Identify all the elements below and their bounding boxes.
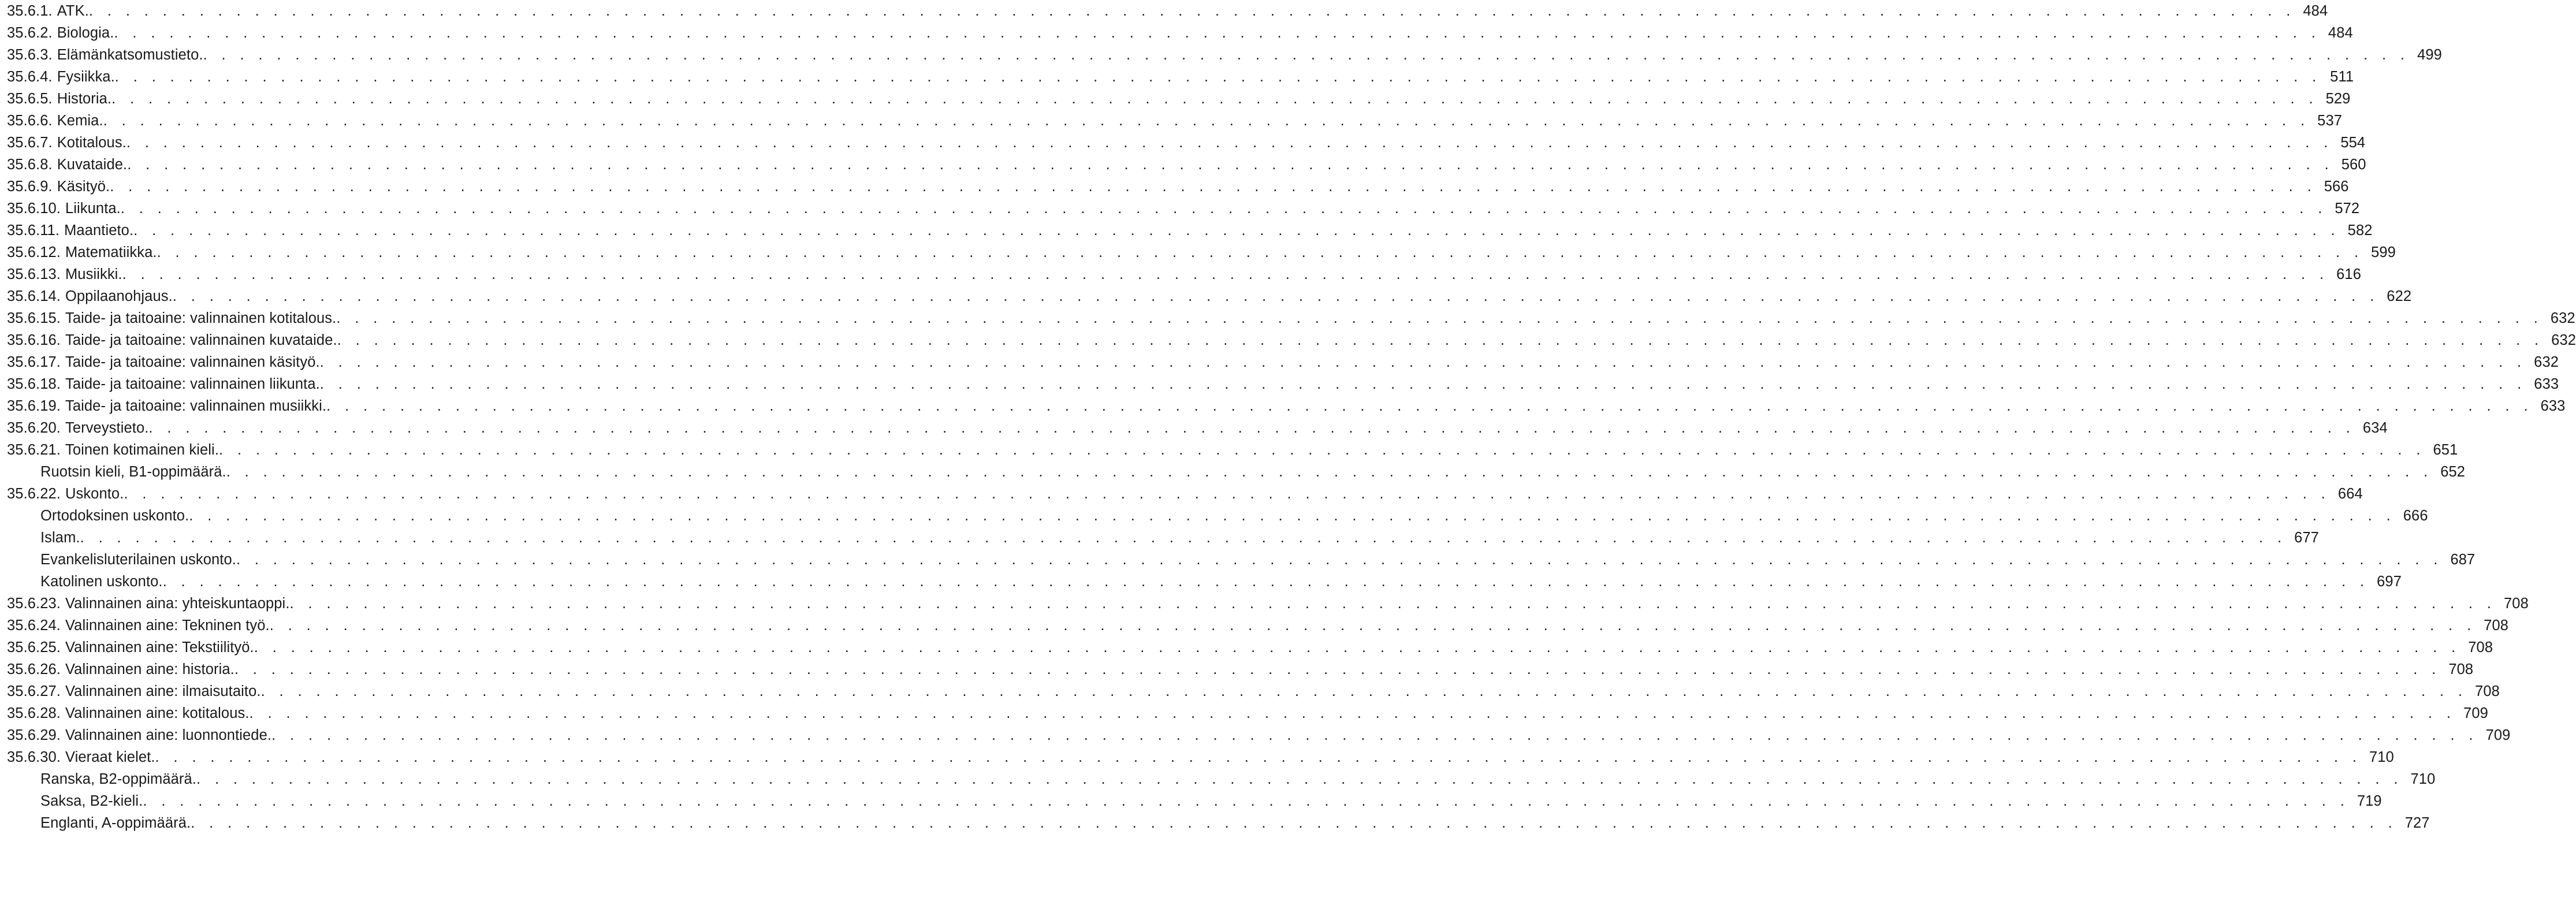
toc-entry-page-number: 708 xyxy=(2475,683,2500,699)
toc-entry-number: 35.6.13. xyxy=(7,266,61,282)
toc-entry[interactable] xyxy=(7,724,2511,746)
toc-entry-page-number: 664 xyxy=(2337,486,2363,502)
toc-entry[interactable] xyxy=(7,307,2575,329)
toc-entry-page-number: 632 xyxy=(2551,332,2576,348)
toc-entry-page-number: 582 xyxy=(2347,222,2373,239)
toc-entry-page-number: 537 xyxy=(2317,113,2343,129)
dot-leader: . . . . . . . . . . . . . . . . . . . . . . . . . . . . . . . . . . . . . . . . . . . . . . . . . . . . . . . . . . . . . . . . . . . . . . . . . . . . . . . . . . . . . . . . . . . . . . . . . . . . . . . . . . . . . . . . . . . . . . . . xyxy=(148,420,2355,436)
toc-entry-title: Valinnainen aine: Tekstiilityö. xyxy=(65,639,254,656)
dot-leader: . . . . . . . . . . . . . . . . . . . . . . . . . . . . . . . . . . . . . . . . . . . . . . . . . . . . . . . . . . . . . . . . . . . . . . . . . . . . . . . . . . . . . . . . . . . . . . . . . . . . . . . . . . . . . . . . . . . . . . . . xyxy=(143,793,2350,809)
toc-entry-title: Terveystieto. xyxy=(65,420,149,436)
toc-entry-number: 35.6.30. xyxy=(7,749,61,765)
toc-entry-page-number: 566 xyxy=(2324,178,2349,195)
toc-entry[interactable] xyxy=(7,615,2509,636)
dot-leader: . . . . . . . . . . . . . . . . . . . . . . . . . . . . . . . . . . . . . . . . . . . . . . . . . . . . . . . . . . . . . . . . . . . . . . . . . . . . . . . . . . . . . . . . . . . . . . . . . . . . . . . . . . . . . . . . . . . . . . . . xyxy=(172,288,2380,304)
toc-entry-title: Taide- ja taitoaine: valinnainen liikunta. xyxy=(65,376,320,392)
toc-entry-page-number: 709 xyxy=(2463,705,2488,721)
toc-subentry[interactable] xyxy=(7,461,2466,483)
toc-entry-number: 35.6.24. xyxy=(7,617,61,634)
toc-entry-title: Taide- ja taitoaine: valinnainen kuvataide. xyxy=(65,332,337,348)
toc-entry-page-number: 484 xyxy=(2328,25,2353,41)
dot-leader: . . . . . . . . . . . . . . . . . . . . . . . . . . . . . . . . . . . . . . . . . . . . . . . . . . . . . . . . . . . . . . . . . . . . . . . . . . . . . . . . . . . . . . . . . . . . . . . . . . . . . . . . . . . . . . . . . . . . . . . . xyxy=(80,530,2287,546)
toc-entry-title: Musiikki. xyxy=(65,266,122,282)
toc-entry-number: 35.6.16. xyxy=(7,332,61,348)
toc-entry-title: Elämänkatsomustieto. xyxy=(57,47,203,63)
toc-entry-number: 35.6.3. xyxy=(7,47,53,63)
toc-entry-page-number: 632 xyxy=(2534,354,2559,370)
toc-entry[interactable] xyxy=(7,88,2351,110)
toc-entry-page-number: 616 xyxy=(2336,266,2361,282)
toc-entry-page-number: 727 xyxy=(2404,815,2430,831)
toc-entry[interactable] xyxy=(7,66,2354,88)
dot-leader: . . . . . . . . . . . . . . . . . . . . . . . . . . . . . . . . . . . . . . . . . . . . . . . . . . . . . . . . . . . . . . . . . . . . . . . . . . . . . . . . . . . . . . . . . . . . . . . . . . . . . . . . . . . . . . . . . . . . . . . . xyxy=(111,91,2318,107)
toc-subentry[interactable] xyxy=(7,549,2476,571)
toc-entry[interactable] xyxy=(7,176,2349,198)
toc-entry-number: 35.6.21. xyxy=(7,442,61,458)
toc-entry-title: Ranska, B2-oppimäärä. xyxy=(40,771,196,787)
toc-entry-number: 35.6.29. xyxy=(7,727,61,743)
toc-entry-title: Käsityö. xyxy=(57,178,110,195)
toc-entry-title: Vieraat kielet. xyxy=(65,749,155,765)
toc-entry-title: Matematiikka. xyxy=(65,244,157,260)
toc-entry-title: Ruotsin kieli, B1-oppimäärä. xyxy=(40,464,226,480)
toc-entry[interactable] xyxy=(7,241,2396,263)
dot-leader: . . . . . . . . . . . . . . . . . . . . . . . . . . . . . . . . . . . . . . . . . . . . . . . . . . . . . . . . . . . . . . . . . . . . . . . . . . . . . . . . . . . . . . . . . . . . . . . . . . . . . . . . . . . . . . . . . . . . . . . . xyxy=(196,771,2403,787)
toc-entry-number: 35.6.8. xyxy=(7,157,53,173)
toc-entry-page-number: 633 xyxy=(2540,398,2566,414)
dot-leader: . . . . . . . . . . . . . . . . . . . . . . . . . . . . . . . . . . . . . . . . . . . . . . . . . . . . . . . . . . . . . . . . . . . . . . . . . . . . . . . . . . . . . . . . . . . . . . . . . . . . . . . . . . . . . . . . . . . . . . . . xyxy=(234,661,2441,677)
dot-leader: . . . . . . . . . . . . . . . . . . . . . . . . . . . . . . . . . . . . . . . . . . . . . . . . . . . . . . . . . . . . . . . . . . . . . . . . . . . . . . . . . . . . . . . . . . . . . . . . . . . . . . . . . . . . . . . . . . . . . . . . xyxy=(319,376,2527,392)
toc-entry[interactable] xyxy=(7,439,2458,461)
toc-entry-number: 35.6.28. xyxy=(7,705,61,721)
toc-entry-title: Valinnainen aine: luonnontiede. xyxy=(65,727,272,743)
toc-entry-page-number: 687 xyxy=(2450,552,2476,568)
toc-entry-number: 35.6.5. xyxy=(7,91,53,107)
toc-entry-page-number: 710 xyxy=(2369,749,2394,765)
toc-entry-title: Katolinen uskonto. xyxy=(40,574,163,590)
toc-subentry[interactable] xyxy=(7,571,2402,593)
dot-leader: . . . . . . . . . . . . . . . . . . . . . . . . . . . . . . . . . . . . . . . . . . . . . . . . . . . . . . . . . . . . . . . . . . . . . . . . . . . . . . . . . . . . . . . . . . . . . . . . . . . . . . . . . . . . . . . . . . . . . . . . xyxy=(103,113,2310,129)
dot-leader: . . . . . . . . . . . . . . . . . . . . . . . . . . . . . . . . . . . . . . . . . . . . . . . . . . . . . . . . . . . . . . . . . . . . . . . . . . . . . . . . . . . . . . . . . . . . . . . . . . . . . . . . . . . . . . . . . . . . . . . . xyxy=(110,178,2317,195)
toc-entry-page-number: 666 xyxy=(2403,508,2428,524)
toc-entry-page-number: 651 xyxy=(2433,442,2458,458)
toc-entry-title: Maantieto. xyxy=(64,222,134,239)
toc-subentry[interactable] xyxy=(7,768,2436,790)
toc-entry-number: 35.6.9. xyxy=(7,178,53,195)
toc-entry[interactable] xyxy=(7,263,2361,285)
dot-leader: . . . . . . . . . . . . . . . . . . . . . . . . . . . . . . . . . . . . . . . . . . . . . . . . . . . . . . . . . . . . . . . . . . . . . . . . . . . . . . . . . . . . . . . . . . . . . . . . . . . . . . . . . . . . . . . . . . . . . . . . xyxy=(157,244,2363,260)
toc-entry[interactable] xyxy=(7,44,2442,66)
toc-entry-page-number: 709 xyxy=(2485,727,2511,743)
toc-entry[interactable] xyxy=(7,154,2366,176)
toc-entry-title: Taide- ja taitoaine: valinnainen käsityö. xyxy=(65,354,320,370)
dot-leader: . . . . . . . . . . . . . . . . . . . . . . . . . . . . . . . . . . . . . . . . . . . . . . . . . . . . . . . . . . . . . . . . . . . . . . . . . . . . . . . . . . . . . . . . . . . . . . . . . . . . . . . . . . . . . . . . . . . . . . . . xyxy=(114,25,2321,41)
toc-entry-title: Islam. xyxy=(40,530,80,546)
dot-leader: . . . . . . . . . . . . . . . . . . . . . . . . . . . . . . . . . . . . . . . . . . . . . . . . . . . . . . . . . . . . . . . . . . . . . . . . . . . . . . . . . . . . . . . . . . . . . . . . . . . . . . . . . . . . . . . . . . . . . . . . xyxy=(319,354,2527,370)
toc-entry-title: Oppilaanohjaus. xyxy=(65,288,173,304)
toc-entry-number: 35.6.18. xyxy=(7,376,61,392)
toc-entry-page-number: 560 xyxy=(2341,157,2366,173)
toc-entry-number: 35.6.11. xyxy=(7,222,60,239)
toc-subentry[interactable] xyxy=(7,505,2428,527)
toc-entry-title: Valinnainen aine: ilmaisutaito. xyxy=(65,683,261,699)
dot-leader: . . . . . . . . . . . . . . . . . . . . . . . . . . . . . . . . . . . . . . . . . . . . . . . . . . . . . . . . . . . . . . . . . . . . . . . . . . . . . . . . . . . . . . . . . . . . . . . . . . . . . . . . . . . . . . . . . . . . . . . . xyxy=(155,749,2362,765)
dot-leader: . . . . . . . . . . . . . . . . . . . . . . . . . . . . . . . . . . . . . . . . . . . . . . . . . . . . . . . . . . . . . . . . . . . . . . . . . . . . . . . . . . . . . . . . . . . . . . . . . . . . . . . . . . . . . . . . . . . . . . . . xyxy=(88,3,2296,19)
toc-entry-title: Kemia. xyxy=(57,113,103,129)
toc-entry-title: ATK. xyxy=(57,3,89,19)
toc-entry-number: 35.6.6. xyxy=(7,113,53,129)
toc-entry-number: 35.6.25. xyxy=(7,639,61,656)
toc-entry-page-number: 677 xyxy=(2294,530,2319,546)
toc-entry-title: Valinnainen aina: yhteiskuntaoppi. xyxy=(65,595,290,612)
toc-entry-title: Englanti, A-oppimäärä. xyxy=(40,815,191,831)
toc-entry-number: 35.6.23. xyxy=(7,595,61,612)
toc-entry-page-number: 708 xyxy=(2468,639,2493,656)
toc-entry-title: Liikunta. xyxy=(65,200,121,217)
toc-entry[interactable] xyxy=(7,373,2559,395)
toc-entry[interactable] xyxy=(7,593,2529,615)
toc-entry-number: 35.6.14. xyxy=(7,288,61,304)
toc-entry[interactable] xyxy=(7,483,2363,505)
dot-leader: . . . . . . . . . . . . . . . . . . . . . . . . . . . . . . . . . . . . . . . . . . . . . . . . . . . . . . . . . . . . . . . . . . . . . . . . . . . . . . . . . . . . . . . . . . . . . . . . . . . . . . . . . . . . . . . . . . . . . . . . xyxy=(127,157,2334,173)
table-of-contents xyxy=(7,0,2576,834)
toc-entry-number: 35.6.1. xyxy=(7,3,53,19)
toc-entry-number: 35.6.2. xyxy=(7,25,53,41)
dot-leader: . . . . . . . . . . . . . . . . . . . . . . . . . . . . . . . . . . . . . . . . . . . . . . . . . . . . . . . . . . . . . . . . . . . . . . . . . . . . . . . . . . . . . . . . . . . . . . . . . . . . . . . . . . . . . . . . . . . . . . . . xyxy=(260,683,2467,699)
toc-entry[interactable] xyxy=(7,110,2343,132)
toc-entry-page-number: 633 xyxy=(2534,376,2559,392)
toc-entry-number: 35.6.12. xyxy=(7,244,61,260)
toc-entry-title: Toinen kotimainen kieli. xyxy=(65,442,219,458)
toc-entry-page-number: 708 xyxy=(2484,617,2509,634)
dot-leader: . . . . . . . . . . . . . . . . . . . . . . . . . . . . . . . . . . . . . . . . . . . . . . . . . . . . . . . . . . . . . . . . . . . . . . . . . . . . . . . . . . . . . . . . . . . . . . . . . . . . . . . . . . . . . . . . . . . . . . . . xyxy=(226,464,2433,480)
toc-entry[interactable] xyxy=(7,329,2576,351)
dot-leader: . . . . . . . . . . . . . . . . . . . . . . . . . . . . . . . . . . . . . . . . . . . . . . . . . . . . . . . . . . . . . . . . . . . . . . . . . . . . . . . . . . . . . . . . . . . . . . . . . . . . . . . . . . . . . . . . . . . . . . . . xyxy=(114,69,2322,85)
toc-entry[interactable] xyxy=(7,285,2412,307)
toc-subentry[interactable] xyxy=(7,527,2319,549)
toc-entry[interactable] xyxy=(7,198,2360,219)
dot-leader: . . . . . . . . . . . . . . . . . . . . . . . . . . . . . . . . . . . . . . . . . . . . . . . . . . . . . . . . . . . . . . . . . . . . . . . . . . . . . . . . . . . . . . . . . . . . . . . . . . . . . . . . . . . . . . . . . . . . . . . . xyxy=(289,595,2496,612)
toc-entry-page-number: 572 xyxy=(2335,200,2360,217)
dot-leader: . . . . . . . . . . . . . . . . . . . . . . . . . . . . . . . . . . . . . . . . . . . . . . . . . . . . . . . . . . . . . . . . . . . . . . . . . . . . . . . . . . . . . . . . . . . . . . . . . . . . . . . . . . . . . . . . . . . . . . . . xyxy=(236,552,2443,568)
toc-entry-title: Ortodoksinen uskonto. xyxy=(40,508,189,524)
toc-entry-title: Evankelisluterilainen uskonto. xyxy=(40,552,236,568)
toc-entry-page-number: 697 xyxy=(2377,574,2402,590)
toc-entry[interactable] xyxy=(7,351,2559,373)
dot-leader: . . . . . . . . . . . . . . . . . . . . . . . . . . . . . . . . . . . . . . . . . . . . . . . . . . . . . . . . . . . . . . . . . . . . . . . . . . . . . . . . . . . . . . . . . . . . . . . . . . . . . . . . . . . . . . . . . . . . . . . . xyxy=(133,222,2340,239)
toc-entry-page-number: 652 xyxy=(2440,464,2466,480)
toc-entry-title: Historia. xyxy=(57,91,112,107)
dot-leader: . . . . . . . . . . . . . . . . . . . . . . . . . . . . . . . . . . . . . . . . . . . . . . . . . . . . . . . . . . . . . . . . . . . . . . . . . . . . . . . . . . . . . . . . . . . . . . . . . . . . . . . . . . . . . . . . . . . . . . . . xyxy=(337,332,2544,348)
toc-entry[interactable] xyxy=(7,680,2500,702)
toc-entry[interactable] xyxy=(7,658,2474,680)
toc-entry-page-number: 710 xyxy=(2410,771,2436,787)
toc-entry-number: 35.6.20. xyxy=(7,420,61,436)
toc-entry-number: 35.6.27. xyxy=(7,683,61,699)
toc-entry[interactable] xyxy=(7,746,2394,768)
toc-entry-title: Saksa, B2-kieli. xyxy=(40,793,143,809)
dot-leader: . . . . . . . . . . . . . . . . . . . . . . . . . . . . . . . . . . . . . . . . . . . . . . . . . . . . . . . . . . . . . . . . . . . . . . . . . . . . . . . . . . . . . . . . . . . . . . . . . . . . . . . . . . . . . . . . . . . . . . . . xyxy=(336,310,2543,326)
toc-entry-number: 35.6.17. xyxy=(7,354,61,370)
toc-subentry[interactable] xyxy=(7,790,2382,812)
toc-entry-title: Valinnainen aine: Tekninen työ. xyxy=(65,617,270,634)
toc-entry[interactable] xyxy=(7,395,2566,417)
toc-entry-title: Uskonto. xyxy=(65,486,124,502)
toc-entry[interactable] xyxy=(7,702,2488,724)
dot-leader: . . . . . . . . . . . . . . . . . . . . . . . . . . . . . . . . . . . . . . . . . . . . . . . . . . . . . . . . . . . . . . . . . . . . . . . . . . . . . . . . . . . . . . . . . . . . . . . . . . . . . . . . . . . . . . . . . . . . . . . . xyxy=(126,135,2333,151)
toc-entry[interactable] xyxy=(7,417,2388,439)
toc-entry[interactable] xyxy=(7,132,2366,154)
toc-entry-page-number: 484 xyxy=(2303,3,2328,19)
toc-entry-number: 35.6.4. xyxy=(7,69,53,85)
dot-leader: . . . . . . . . . . . . . . . . . . . . . . . . . . . . . . . . . . . . . . . . . . . . . . . . . . . . . . . . . . . . . . . . . . . . . . . . . . . . . . . . . . . . . . . . . . . . . . . . . . . . . . . . . . . . . . . . . . . . . . . . xyxy=(254,639,2461,656)
toc-entry-page-number: 499 xyxy=(2417,47,2442,63)
dot-leader: . . . . . . . . . . . . . . . . . . . . . . . . . . . . . . . . . . . . . . . . . . . . . . . . . . . . . . . . . . . . . . . . . . . . . . . . . . . . . . . . . . . . . . . . . . . . . . . . . . . . . . . . . . . . . . . . . . . . . . . . xyxy=(219,442,2426,458)
toc-entry[interactable] xyxy=(7,0,2328,22)
toc-entry-title: Kotitalous. xyxy=(57,135,126,151)
toc-entry-number: 35.6.10. xyxy=(7,200,61,217)
toc-entry-title: Taide- ja taitoaine: valinnainen musiikki. xyxy=(65,398,327,414)
dot-leader: . . . . . . . . . . . . . . . . . . . . . . . . . . . . . . . . . . . . . . . . . . . . . . . . . . . . . . . . . . . . . . . . . . . . . . . . . . . . . . . . . . . . . . . . . . . . . . . . . . . . . . . . . . . . . . . . . . . . . . . . xyxy=(189,508,2396,524)
dot-leader: . . . . . . . . . . . . . . . . . . . . . . . . . . . . . . . . . . . . . . . . . . . . . . . . . . . . . . . . . . . . . . . . . . . . . . . . . . . . . . . . . . . . . . . . . . . . . . . . . . . . . . . . . . . . . . . . . . . . . . . . xyxy=(326,398,2533,414)
toc-entry-number: 35.6.7. xyxy=(7,135,53,151)
dot-leader: . . . . . . . . . . . . . . . . . . . . . . . . . . . . . . . . . . . . . . . . . . . . . . . . . . . . . . . . . . . . . . . . . . . . . . . . . . . . . . . . . . . . . . . . . . . . . . . . . . . . . . . . . . . . . . . . . . . . . . . . xyxy=(120,200,2328,217)
toc-entry-number: 35.6.22. xyxy=(7,486,61,502)
toc-entry-page-number: 632 xyxy=(2550,310,2575,326)
toc-entry-number: 35.6.19. xyxy=(7,398,61,414)
toc-entry[interactable] xyxy=(7,219,2373,241)
dot-leader: . . . . . . . . . . . . . . . . . . . . . . . . . . . . . . . . . . . . . . . . . . . . . . . . . . . . . . . . . . . . . . . . . . . . . . . . . . . . . . . . . . . . . . . . . . . . . . . . . . . . . . . . . . . . . . . . . . . . . . . . xyxy=(271,727,2478,743)
toc-entry-title: Taide- ja taitoaine: valinnainen kotitalous. xyxy=(65,310,337,326)
dot-leader: . . . . . . . . . . . . . . . . . . . . . . . . . . . . . . . . . . . . . . . . . . . . . . . . . . . . . . . . . . . . . . . . . . . . . . . . . . . . . . . . . . . . . . . . . . . . . . . . . . . . . . . . . . . . . . . . . . . . . . . . xyxy=(124,486,2331,502)
dot-leader: . . . . . . . . . . . . . . . . . . . . . . . . . . . . . . . . . . . . . . . . . . . . . . . . . . . . . . . . . . . . . . . . . . . . . . . . . . . . . . . . . . . . . . . . . . . . . . . . . . . . . . . . . . . . . . . . . . . . . . . . xyxy=(122,266,2329,282)
toc-entry[interactable] xyxy=(7,22,2353,44)
toc-entry-page-number: 708 xyxy=(2504,595,2529,612)
toc-entry[interactable] xyxy=(7,636,2493,658)
toc-entry-number: 35.6.26. xyxy=(7,661,61,677)
toc-entry-title: Valinnainen aine: kotitalous. xyxy=(65,705,250,721)
toc-entry-page-number: 708 xyxy=(2448,661,2474,677)
dot-leader: . . . . . . . . . . . . . . . . . . . . . . . . . . . . . . . . . . . . . . . . . . . . . . . . . . . . . . . . . . . . . . . . . . . . . . . . . . . . . . . . . . . . . . . . . . . . . . . . . . . . . . . . . . . . . . . . . . . . . . . . xyxy=(269,617,2477,634)
dot-leader: . . . . . . . . . . . . . . . . . . . . . . . . . . . . . . . . . . . . . . . . . . . . . . . . . . . . . . . . . . . . . . . . . . . . . . . . . . . . . . . . . . . . . . . . . . . . . . . . . . . . . . . . . . . . . . . . . . . . . . . . xyxy=(249,705,2456,721)
toc-entry-page-number: 599 xyxy=(2371,244,2396,260)
dot-leader: . . . . . . . . . . . . . . . . . . . . . . . . . . . . . . . . . . . . . . . . . . . . . . . . . . . . . . . . . . . . . . . . . . . . . . . . . . . . . . . . . . . . . . . . . . . . . . . . . . . . . . . . . . . . . . . . . . . . . . . . xyxy=(191,815,2398,831)
toc-entry-page-number: 622 xyxy=(2387,288,2412,304)
toc-entry-page-number: 529 xyxy=(2325,91,2351,107)
toc-entry-page-number: 554 xyxy=(2340,135,2366,151)
toc-entry-title: Kuvataide. xyxy=(57,157,128,173)
toc-entry-number: 35.6.15. xyxy=(7,310,61,326)
toc-entry-title: Biologia. xyxy=(57,25,114,41)
toc-subentry[interactable] xyxy=(7,812,2430,834)
toc-entry-page-number: 634 xyxy=(2362,420,2388,436)
toc-entry-title: Fysiikka. xyxy=(57,69,115,85)
dot-leader: . . . . . . . . . . . . . . . . . . . . . . . . . . . . . . . . . . . . . . . . . . . . . . . . . . . . . . . . . . . . . . . . . . . . . . . . . . . . . . . . . . . . . . . . . . . . . . . . . . . . . . . . . . . . . . . . . . . . . . . . xyxy=(203,47,2410,63)
toc-entry-page-number: 511 xyxy=(2330,69,2354,85)
toc-entry-title: Valinnainen aine: historia. xyxy=(65,661,234,677)
toc-entry-page-number: 719 xyxy=(2357,793,2382,809)
dot-leader: . . . . . . . . . . . . . . . . . . . . . . . . . . . . . . . . . . . . . . . . . . . . . . . . . . . . . . . . . . . . . . . . . . . . . . . . . . . . . . . . . . . . . . . . . . . . . . . . . . . . . . . . . . . . . . . . . . . . . . . . xyxy=(162,574,2369,590)
